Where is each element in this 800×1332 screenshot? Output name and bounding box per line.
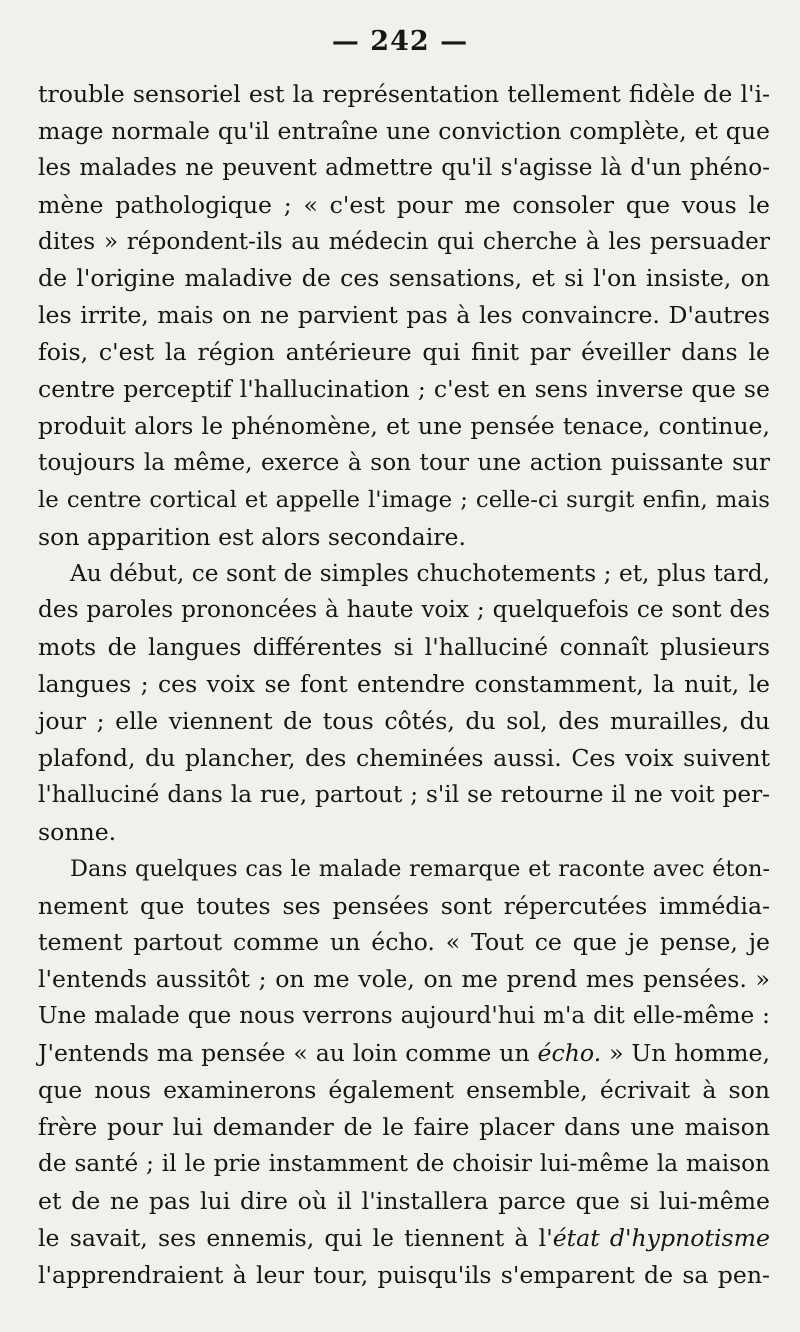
- italic-word: écho.: [537, 1039, 602, 1068]
- paragraph-1: [38, 76, 770, 556]
- text-line: dites » répondent-ils au médecin qui cherche à les persuader: [38, 227, 770, 255]
- text-line: Au début, ce sont de simples chuchotements ; et, plus tard,: [70, 559, 770, 587]
- text-line: le centre cortical et appelle l'image ; celle-ci surgit enfin, mais: [38, 486, 770, 513]
- text-line: de l'origine maladive de ces sensations, et si l'on insiste, on: [38, 264, 770, 293]
- text-line: l'halluciné dans la rue, partout ; s'il se retourne il ne voit per-: [38, 780, 770, 808]
- text-line: les malades ne peuvent admettre qu'il s'agisse là d'un phéno-: [38, 153, 770, 181]
- text-line: sonne.: [38, 817, 117, 846]
- text-line: produit alors le phénomène, et une pensée tenace, continue,: [38, 412, 770, 441]
- text-line: les irrite, mais on ne parvient pas à les convaincre. D'autres: [38, 301, 770, 330]
- text-line: des paroles prononcées à haute voix ; quelquefois ce sont des: [38, 596, 770, 624]
- italic-phrase: état d'hypnotisme: [552, 1223, 770, 1252]
- text-line: trouble sensoriel est la représentation tellement fidèle de l'i-: [38, 80, 770, 108]
- text-line: que nous examinerons également ensemble, écrivait à son: [38, 1076, 770, 1105]
- text-line: frère pour lui demander de le faire placer dans une maison: [38, 1112, 770, 1141]
- text-fragment: » Un homme,: [601, 1039, 771, 1068]
- text-line: de santé ; il le prie instamment de choisir lui-même la maison: [38, 1149, 770, 1177]
- text-line: fois, c'est la région antérieure qui finit par éveiller dans le: [38, 338, 770, 367]
- text-line: plafond, du plancher, des cheminées aussi. Ces voix suivent: [38, 744, 770, 773]
- text-line: tement partout comme un écho. « Tout ce que je pense, je: [38, 928, 770, 957]
- text-fragment: J'entends ma pensée « au loin comme un: [38, 1039, 538, 1068]
- text-line: son apparition est alors secondaire.: [38, 522, 466, 551]
- text-line: nement que toutes ses pensées sont répercutées immédia-: [38, 891, 770, 920]
- text-line-with-italic: [38, 1035, 770, 1072]
- text-line: et de ne pas lui dire où il l'installera parce que si lui-même: [38, 1186, 770, 1215]
- text-line: toujours la même, exerce à son tour une action puissante sur: [38, 448, 770, 476]
- text-line: jour ; elle viennent de tous côtés, du sol, des murailles, du: [38, 707, 770, 736]
- body-text: [38, 76, 770, 1293]
- text-line: Dans quelques cas le malade remarque et raconte avec éton-: [70, 855, 770, 882]
- text-line-with-italic: [38, 1220, 770, 1257]
- text-line: mène pathologique ; « c'est pour me consoler que vous le: [38, 190, 770, 219]
- text-line: l'entends aussitôt ; on me vole, on me prend mes pensées. »: [38, 965, 770, 994]
- paragraph-2: [38, 556, 770, 851]
- text-line: l'apprendraient à leur tour, puisqu'ils s'emparent de sa pen-: [38, 1260, 770, 1289]
- page-number: — 242 —: [331, 26, 469, 57]
- paragraph-3: [38, 851, 770, 1294]
- text-line: Une malade que nous verrons aujourd'hui m'a dit elle-même :: [38, 1002, 770, 1030]
- text-line: centre perceptif l'hallucination ; c'est en sens inverse que se: [38, 375, 770, 404]
- text-line: mots de langues différentes si l'halluciné connaît plusieurs: [38, 633, 770, 662]
- text-line: mage normale qu'il entraîne une conviction complète, et que: [38, 116, 770, 145]
- text-line: langues ; ces voix se font entendre constamment, la nuit, le: [38, 670, 770, 699]
- text-fragment: le savait, ses ennemis, qui le tiennent à l': [38, 1223, 553, 1252]
